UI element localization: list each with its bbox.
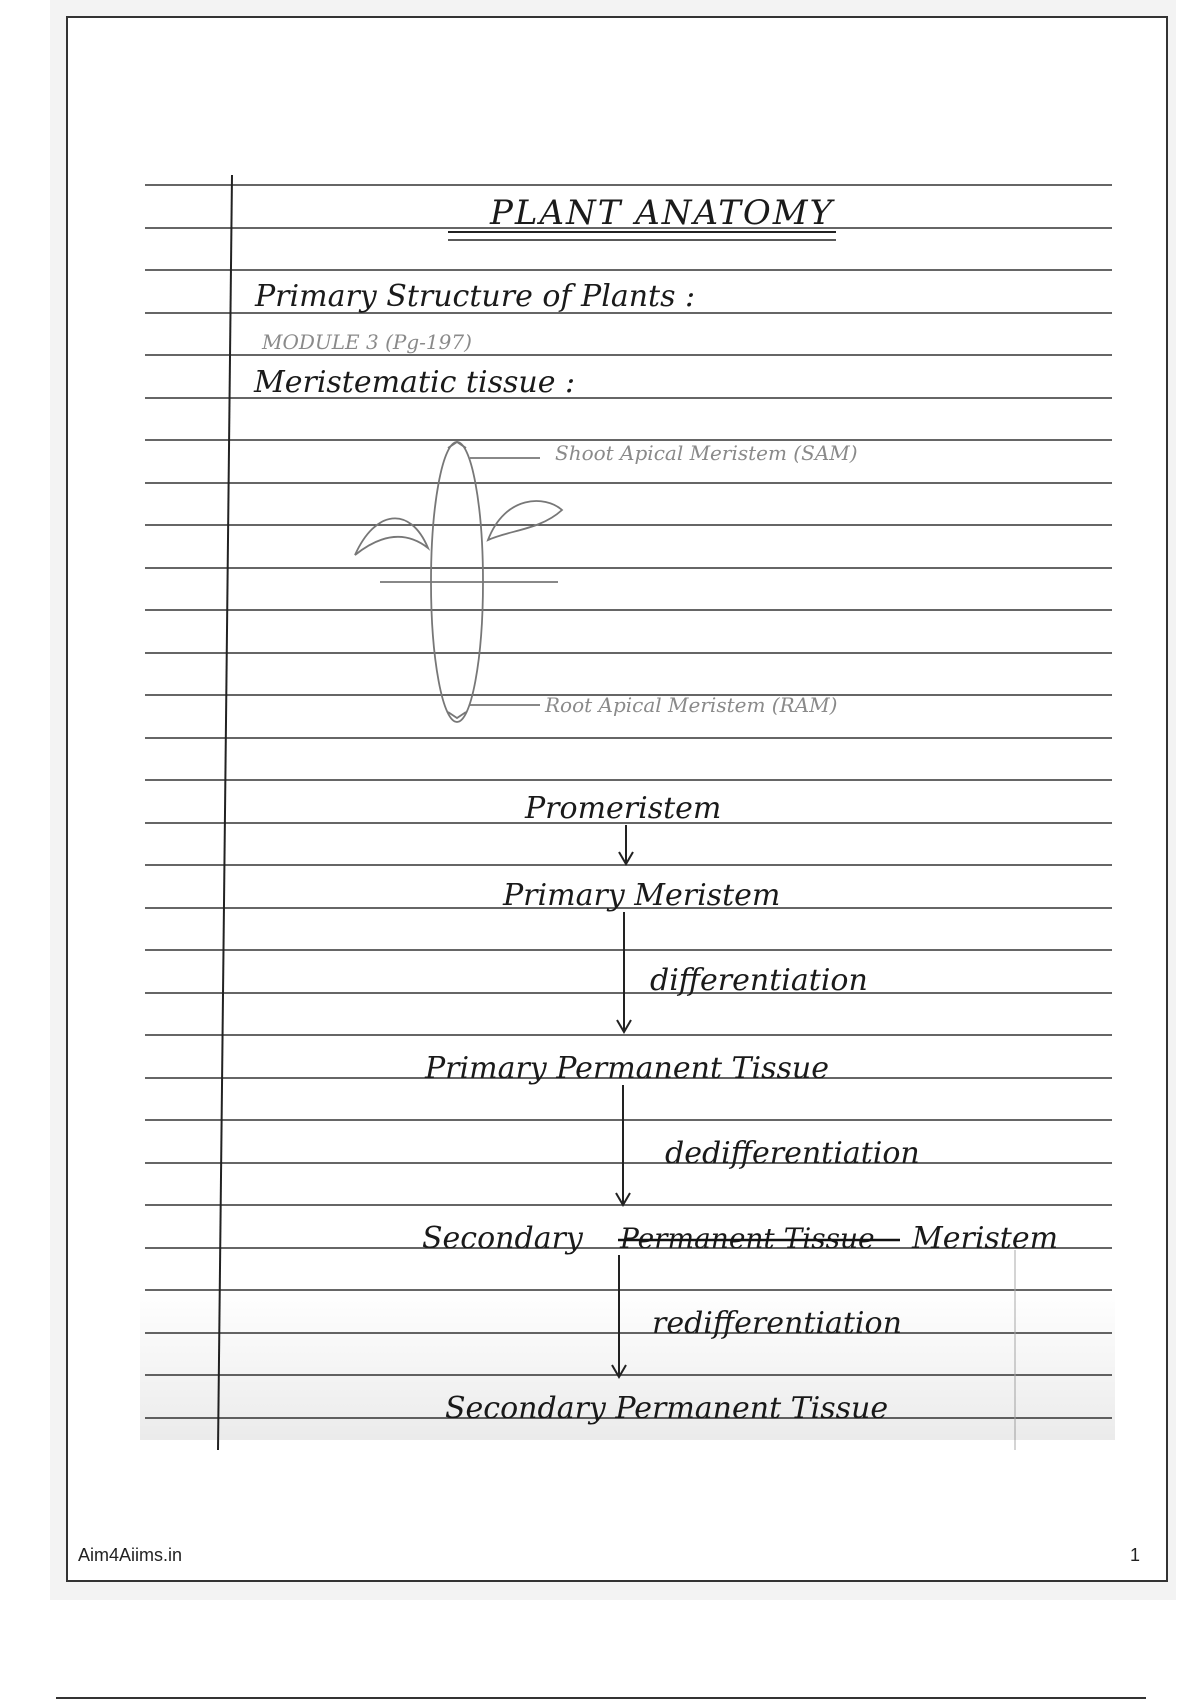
step-secondary: Secondary: [422, 1221, 583, 1256]
sam-label: Shoot Apical Meristem (SAM): [555, 441, 858, 465]
step-promeristem: Promeristem: [525, 791, 722, 826]
step-primary-meristem: Primary Meristem: [503, 878, 781, 913]
bottom-rule: [56, 1697, 1146, 1699]
scan-shadow: [140, 1290, 1115, 1440]
section-heading: Primary Structure of Plants :: [255, 279, 696, 314]
transition-dedifferentiation: dedifferentiation: [665, 1136, 920, 1171]
subheading: Meristematic tissue :: [254, 365, 576, 400]
page-title: PLANT ANATOMY: [490, 193, 835, 233]
plant-diagram: [355, 442, 562, 722]
right-leaf: [488, 501, 562, 540]
ram-label: Root Apical Meristem (RAM): [545, 693, 838, 717]
module-note: MODULE 3 (Pg-197): [262, 330, 472, 354]
margin-line: [218, 175, 232, 1450]
struck-text: Permanent Tissue: [620, 1222, 875, 1255]
footer-page-number: 1: [1130, 1545, 1141, 1565]
step-primary-permanent-tissue: Primary Permanent Tissue: [425, 1051, 830, 1086]
footer-source: Aim4Aiims.in: [78, 1545, 183, 1565]
meristem-word: Meristem: [912, 1221, 1059, 1256]
transition-differentiation: differentiation: [650, 963, 868, 998]
left-leaf: [355, 518, 428, 555]
